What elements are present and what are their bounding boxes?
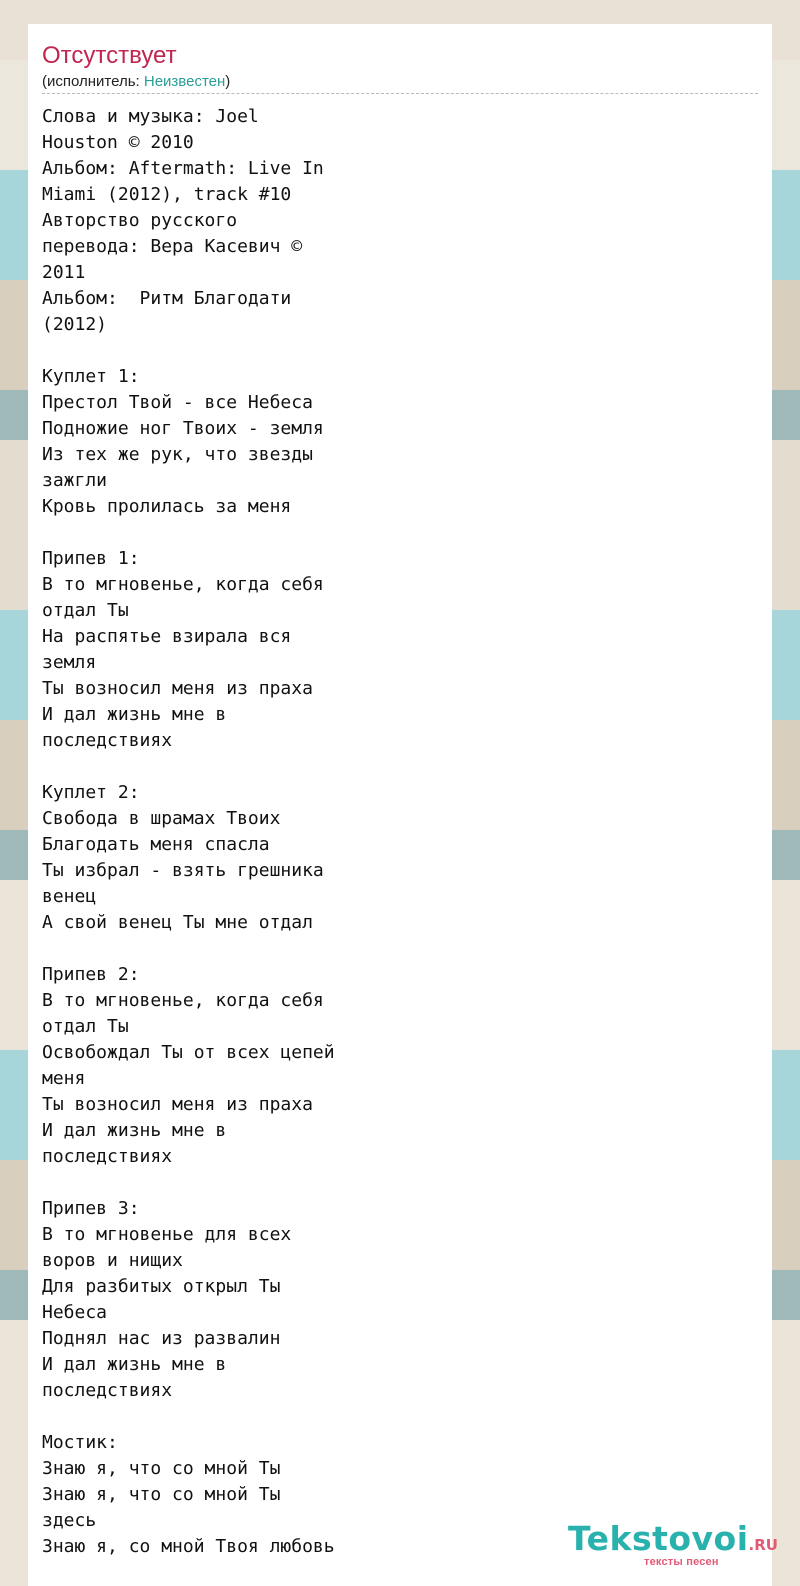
lyrics-text: Слова и музыка: Joel Houston © 2010 Альбом: Aftermath: Live In Miami (2012), track #10 Авторство русского перевода: Вера Касевич © 2011 Альбом: Ритм Благодати (2012) Куплет 1: Престол Твой - все Небеса Подножие ног Твоих - земля Из тех же рук, что звезды зажгли Кровь пролилась за меня Припев 1: В то мгновенье, когда себя отдал Ты На распятье взирала вся земля Ты возносил меня из праха И дал жизнь мне в последствиях Куплет 2: Свобода в шрамах Твоих Благодать меня спасла Ты избрал - взять грешника венец А свой венец Ты мне отдал Припев 2: В то мгновенье, когда себя отдал Ты Освобождал Ты от всех цепей меня Ты возносил меня из праха И дал жизнь мне в последствиях Припев 3: В то мгновенье для всех воров и нищих Для разбитых открыл Ты Небеса Поднял нас из развалин И дал жизнь мне в последствиях Мостик: Знаю я, что со мной Ты Знаю я, что со мной Ты здесь Знаю я, со мной Твоя любовь [42,106,335,1557]
artist-suffix: ) [225,73,231,90]
artist-line [42,72,758,92]
header-divider [42,93,758,94]
song-title: Отсутствует [42,42,177,69]
logo-tld: .RU [748,1536,778,1554]
song-header [42,42,758,92]
artist-link[interactable]: Неизвестен [143,73,226,90]
logo-tagline: тексты песен [644,1556,719,1568]
logo-wordmark: Tekstovoi [568,1519,749,1558]
site-logo[interactable] [568,1519,778,1580]
artist-prefix: (исполнитель: [42,73,144,90]
